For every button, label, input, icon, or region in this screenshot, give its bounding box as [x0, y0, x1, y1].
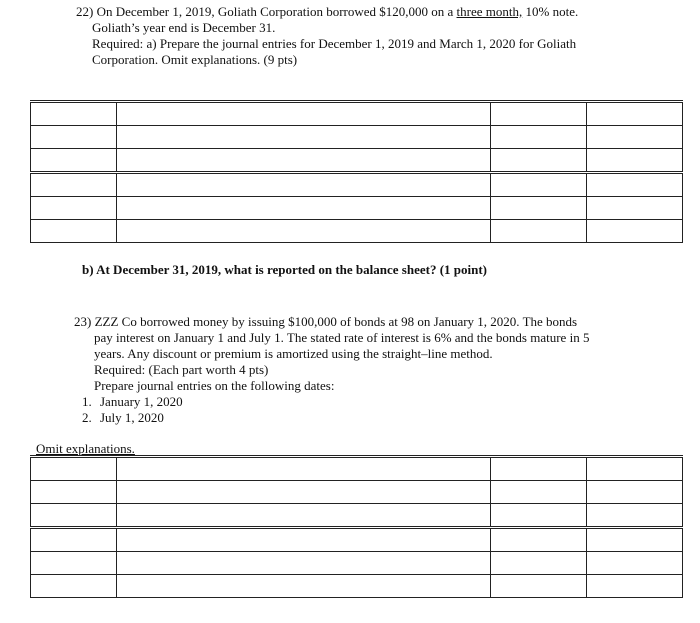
- q23-line3: years. Any discount or premium is amortized using the straight–line method.: [94, 346, 493, 361]
- table-row: [31, 149, 683, 173]
- q23-line5: Prepare journal entries on the following dates:: [94, 378, 335, 393]
- table-row: [31, 504, 683, 528]
- list-item: 2. July 1, 2020: [82, 410, 164, 425]
- part-b-question: b) At December 31, 2019, what is reported on the balance sheet? (1 point): [82, 262, 488, 277]
- q22-line1: 22) On December 1, 2019, Goliath Corporation borrowed $120,000 on a three month, 10% note.: [76, 4, 579, 19]
- journal-table-23: [30, 455, 683, 598]
- table-row: [31, 528, 683, 552]
- table-row: [31, 126, 683, 149]
- q23-line2: pay interest on January 1 and July 1. The stated rate of interest is 6% and the bonds mature in 5: [94, 330, 590, 345]
- q23-line1: 23) ZZZ Co borrowed money by issuing $100,000 of bonds at 98 on January 1, 2020. The bonds: [74, 314, 578, 329]
- table-row: [31, 481, 683, 504]
- journal-table-22: [30, 100, 683, 243]
- q23-line4: Required: (Each part worth 4 pts): [94, 362, 269, 377]
- table-row: [31, 552, 683, 575]
- list-item: 1. January 1, 2020: [82, 394, 183, 409]
- table-row: [31, 457, 683, 481]
- question-22: [76, 4, 578, 68]
- q22-line2: Goliath’s year end is December 31.: [92, 20, 276, 35]
- table-row: [31, 173, 683, 197]
- omit-explanations-note: Omit explanations.: [36, 441, 135, 456]
- q22-line4: Corporation. Omit explanations. (9 pts): [92, 52, 298, 67]
- question-23: [74, 314, 589, 426]
- table-row: [31, 220, 683, 243]
- table-row: [31, 197, 683, 220]
- table-row: [31, 575, 683, 598]
- table-row: [31, 102, 683, 126]
- q22-line3: Required: a) Prepare the journal entries for December 1, 2019 and March 1, 2020 for Goliath: [92, 36, 577, 51]
